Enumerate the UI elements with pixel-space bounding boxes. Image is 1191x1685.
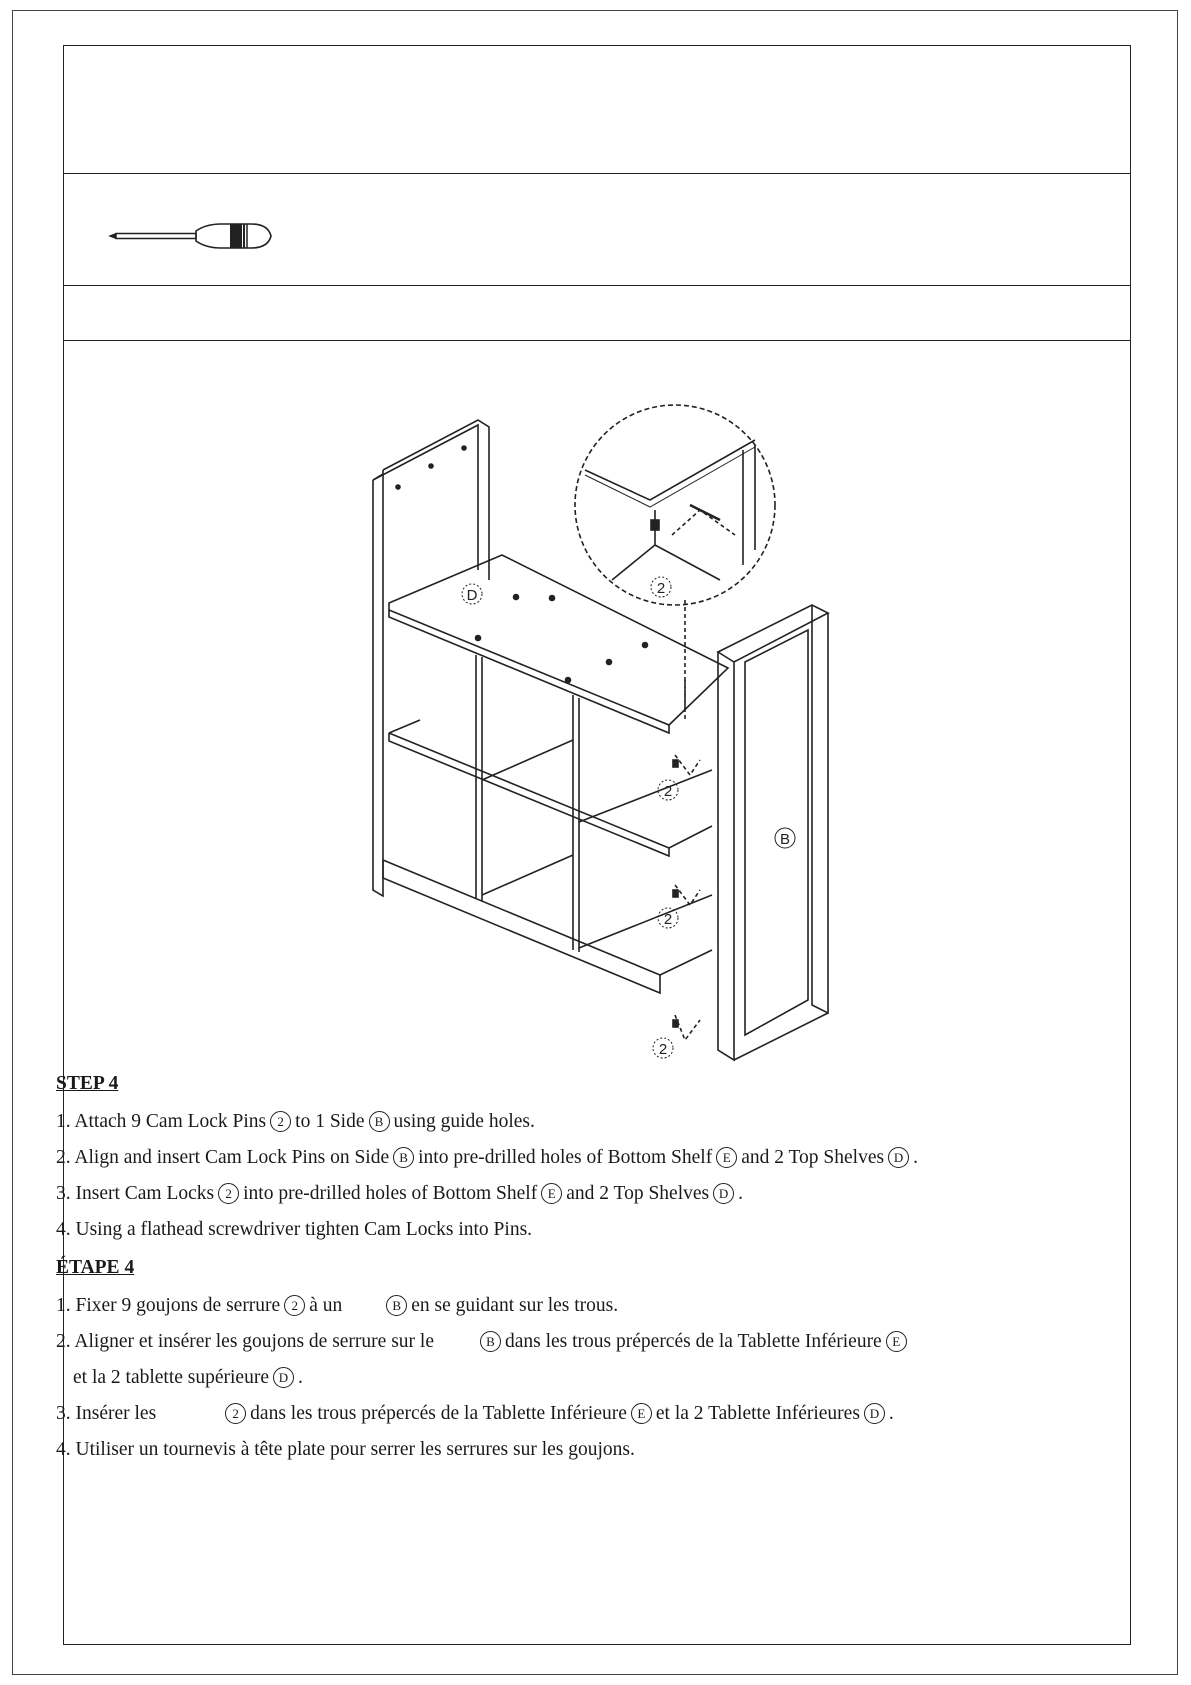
side-marker: B — [480, 1331, 501, 1352]
step-fr-line-2b: et la 2 tablette supérieure D . — [73, 1367, 303, 1388]
label-pin-1: 2 — [663, 783, 673, 800]
label-pin-detail: 2 — [656, 580, 666, 597]
dividers — [476, 655, 712, 952]
step-en-line-3: 3. Insert Cam Locks 2 into pre-drilled holes of Bottom Shelf E and 2 Top Shelves D . — [56, 1183, 743, 1204]
pin-marker: 2 — [284, 1295, 305, 1316]
top-shelf — [389, 555, 728, 733]
instructions — [56, 1070, 1056, 1468]
cam-lock-callouts — [675, 680, 700, 1040]
step-fr-line-2: 2. Aligner et insérer les goujons de serrure sur le B dans les trous prépercés de la Tablette Inférieure E — [56, 1324, 1056, 1360]
bottom-shelf-marker: E — [886, 1331, 907, 1352]
bottom-shelf-marker: E — [716, 1147, 737, 1168]
tools-row — [64, 174, 1130, 286]
assembly-diagram — [300, 330, 860, 1070]
bottom-shelf-marker: E — [541, 1183, 562, 1204]
phillips-screwdriver-icon — [106, 214, 296, 254]
top-shelf-marker: D — [888, 1147, 909, 1168]
side-marker: B — [386, 1295, 407, 1316]
right-side-panel — [718, 605, 828, 1060]
top-shelf-marker: D — [273, 1367, 294, 1388]
pin-marker: 2 — [225, 1403, 246, 1424]
top-shelf-marker: D — [713, 1183, 734, 1204]
step-en-line-1: 1. Attach 9 Cam Lock Pins 2 to 1 Side B using guide holes. — [56, 1111, 535, 1132]
step-fr-line-3: 3. Insérer les 2 dans les trous prépercés de la Tablette Inférieure E et la 2 Tablette Inférieures D . — [56, 1403, 894, 1424]
top-shelf-marker: D — [864, 1403, 885, 1424]
left-side-panel — [373, 420, 489, 896]
step-heading-en: STEP 4 — [56, 1073, 119, 1094]
label-pin-3: 2 — [658, 1041, 668, 1058]
step-en-line-4: 4. Using a flathead screwdriver tighten Cam Locks into Pins. — [56, 1219, 533, 1240]
label-top-shelf: D — [466, 587, 478, 604]
label-pin-2: 2 — [663, 911, 673, 928]
header-row — [64, 46, 1130, 174]
step-fr-line-1: 1. Fixer 9 goujons de serrure 2 à un B en se guidant sur les trous. — [56, 1295, 619, 1316]
step-fr-line-4: 4. Utiliser un tournevis à tête plate pour serrer les serrures sur les goujons. — [56, 1439, 635, 1460]
cam-locks — [673, 760, 678, 1027]
step-en-line-2: 2. Align and insert Cam Lock Pins on Side B into pre-drilled holes of Bottom Shelf E and 2 Top Shelves D . — [56, 1147, 918, 1168]
label-side-panel: B — [779, 831, 791, 848]
pin-marker: 2 — [218, 1183, 239, 1204]
step-heading-fr: ÉTAPE 4 — [56, 1257, 135, 1278]
bottom-shelf-marker: E — [631, 1403, 652, 1424]
side-marker: B — [369, 1111, 390, 1132]
side-marker: B — [393, 1147, 414, 1168]
pin-marker: 2 — [270, 1111, 291, 1132]
